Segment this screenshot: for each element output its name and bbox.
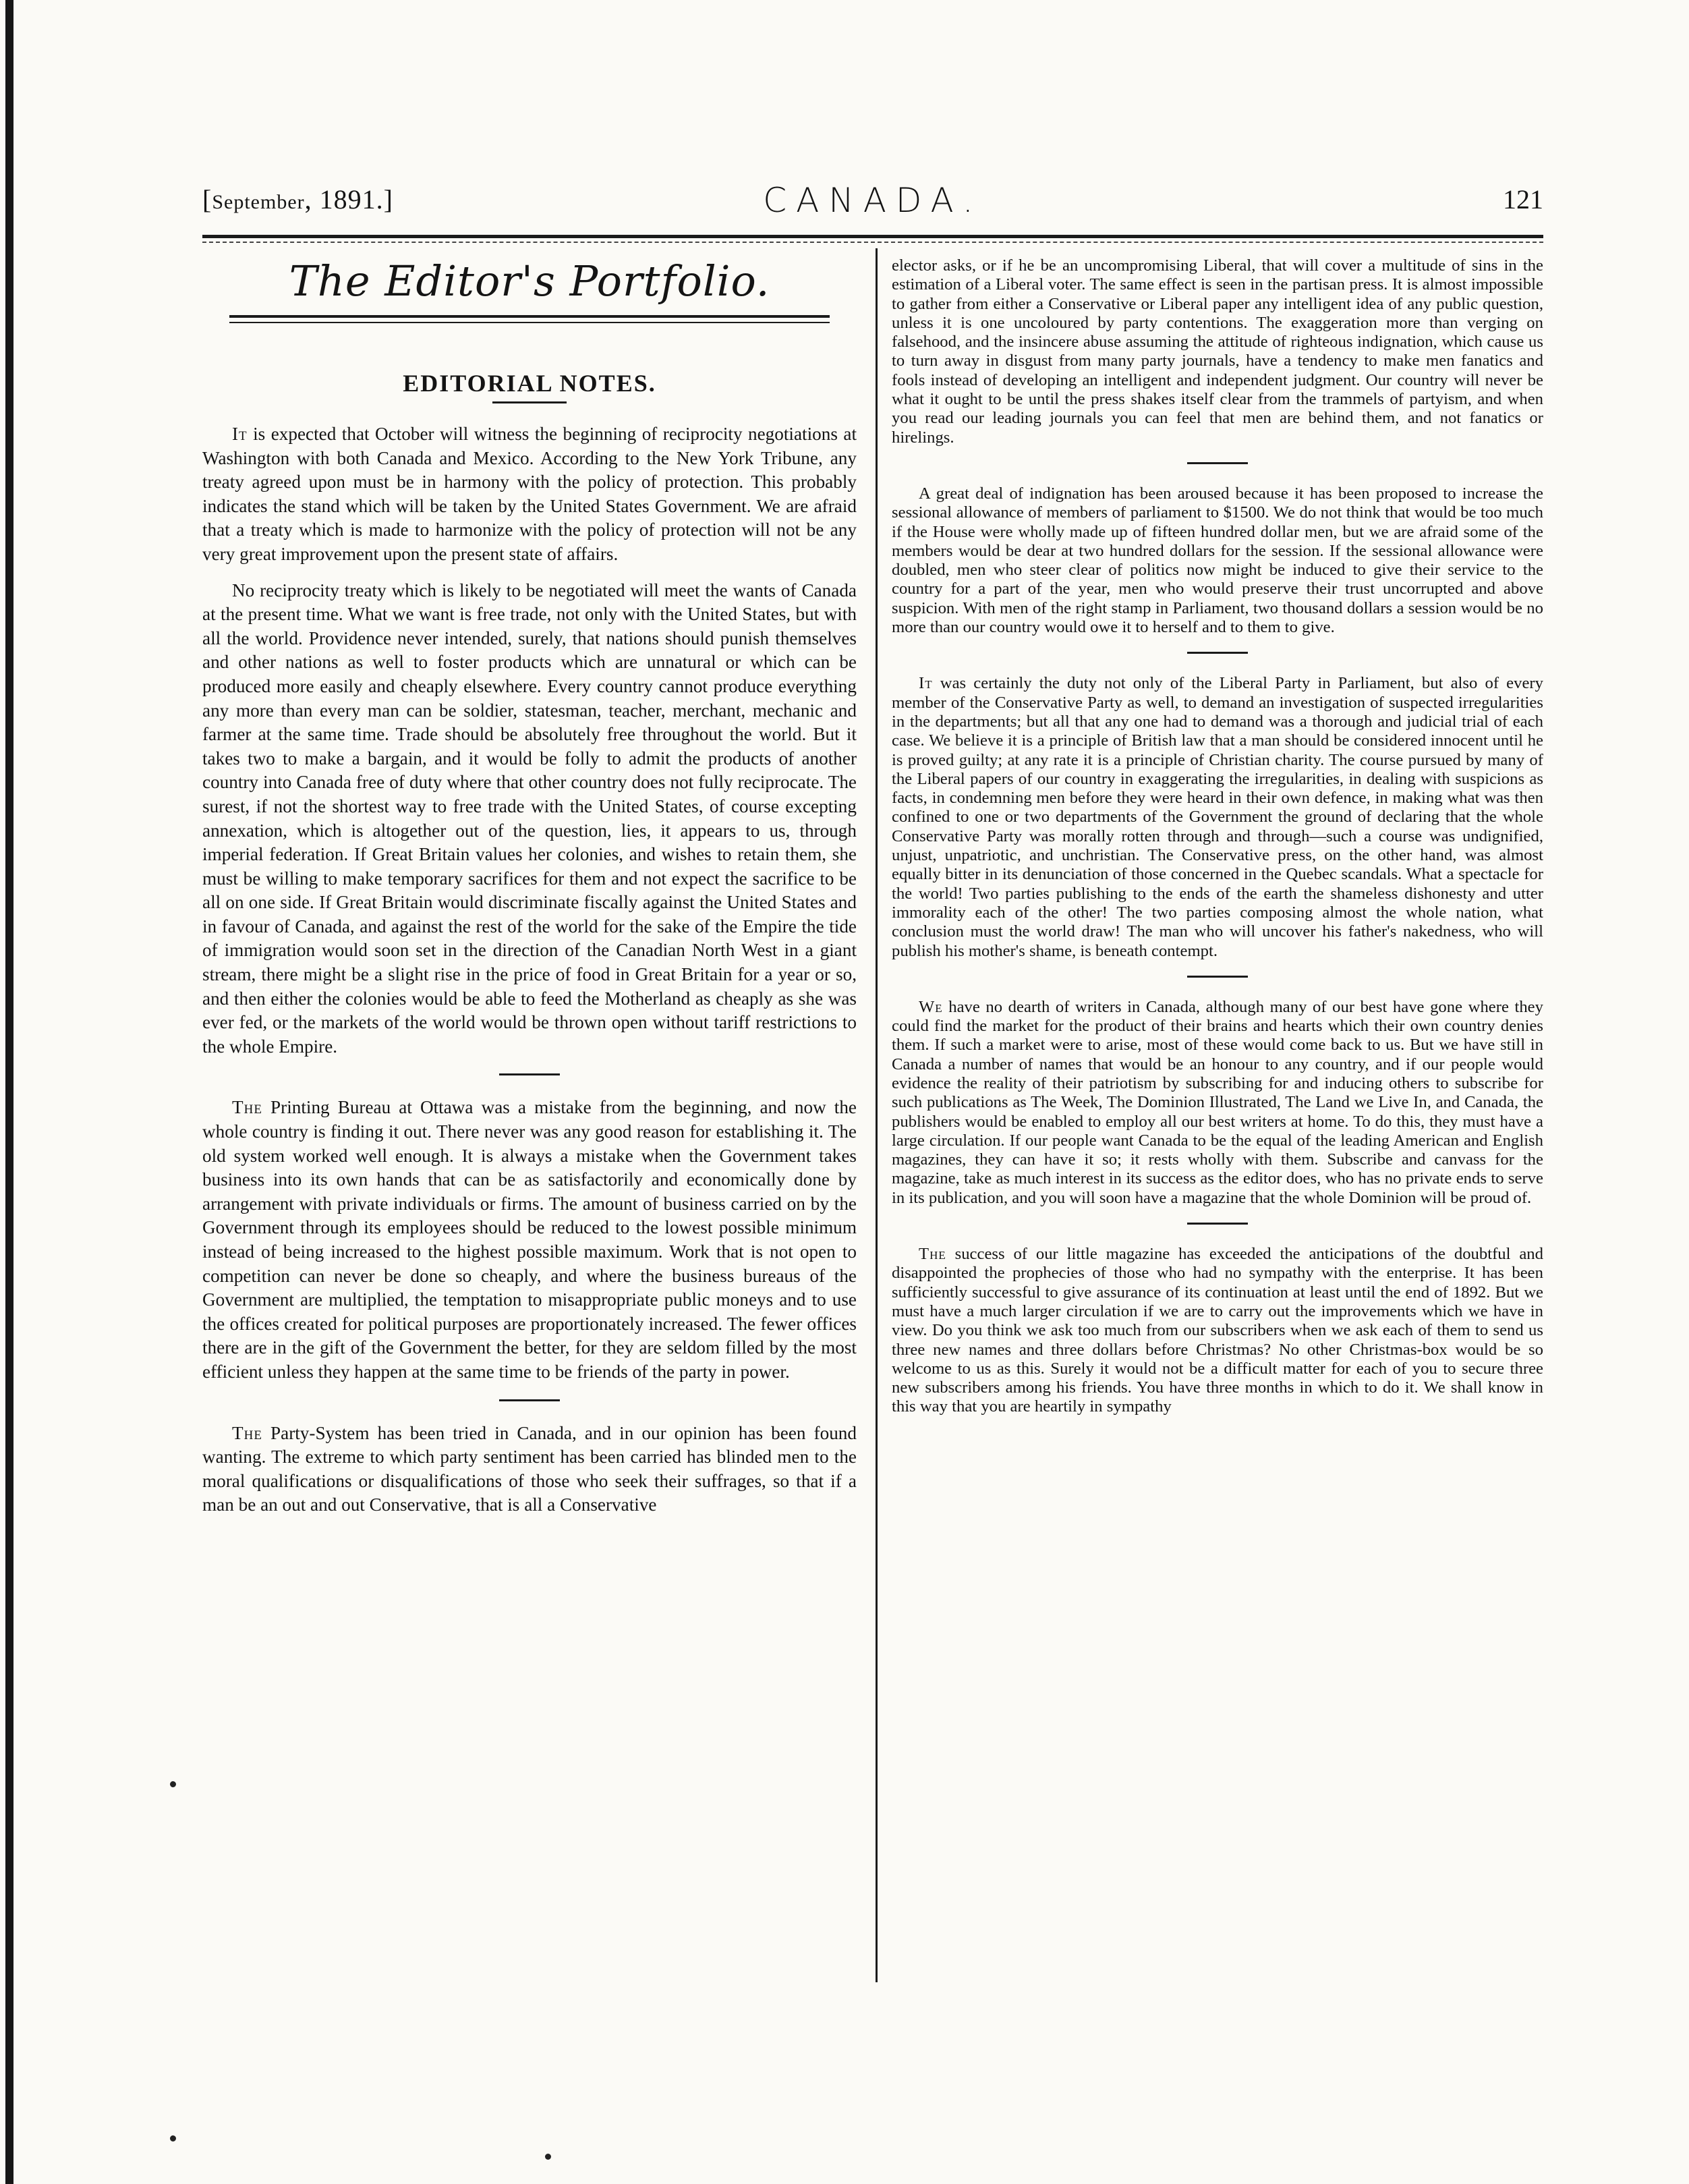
section-heading: EDITORIAL NOTES. <box>403 370 656 397</box>
page-header <box>202 181 1543 224</box>
paragraph: No reciprocity treaty which is likely to be negotiated will meet the wants of Canada at the present time. What we want is free trade, not only with the United States, but with all the world. Providence never intended, surely, that nations should punish themselves and other nations as well to foster products which are unnatural or which can be produced more easily and cheaply elsewhere. Every country cannot produce everything any more than every man can be soldier, statesman, teacher, merchant, mechanic and farmer at the same time. Trade should be absolutely free throughout the world. But it takes two to make a bargain, and it would be folly to admit the products of another country into Canada free of duty where that other country does not fully reciprocate. The surest, if not the shortest way to free trade with the United States, of course excepting annexation, which is altogether out of the question, lies, it appears to us, through imperial federation. If Great Britain values her colonies, and wishes to retain them, she must be willing to make temporary sacrifices for them and not expect the sacrifice to be all on one side. If Great Britain would discriminate fiscally against the United States and in favour of Canada, and against the rest of the world for the sake of the Empire the tide of immigration would soon set in the direction of the Canadian North West in a giant stream, there might be a slight rise in the price of food in Great Britain for a year or so, and then either the colonies would be able to feed the Motherland as cheaply as she was ever fed, or the markets of the world would be thrown open without tariff restrictions to the whole Empire. <box>202 580 857 1057</box>
section-separator <box>499 1399 560 1401</box>
paragraph: We have no dearth of writers in Canada, although many of our best have gone where they could find the market for the product of their brains and hearts which their own country denies them. If such a market were to arise, most of these would come back to us. But we have still in Canada a number of names that would be an honour to any country, and if our people would evidence the reality of their patriotism by subscribing for and inducing others to subscribe for such publications as The Week, The Dominion Illustrated, The Land we Live In, and Canada, the publishers would be enabled to employ all our best writers at home. To do this, they must have a large circulation. If our people want Canada to be the equal of the leading American and English magazines, they can have it so; it rests wholly with them. Subscribe and canvass for the magazine, take as much interest in its success as the editor does, who has no private ends to serve in its publication, and you will soon have a magazine that the whole Dominion will be proud of. <box>892 997 1543 1207</box>
paragraph: It was certainly the duty not only of the Liberal Party in Parliament, but also of every member of the Conservative Party as well, to demand an investigation of suspected irregularities in the departments; but all that any one had to demand was a thorough and judicial trial of each case. We believe it is a principle of British law that a man should be considered innocent until he is proved guilty; at any rate it is a principle of Christian charity. The course pursued by many of the Liberal papers of our country in exaggerating the irregularities, in dealing with suspicions as facts, in condemning men before they were heard in their own defence, in making what was then confined to one or two departments of the Government the ground of declaring that the whole Conservative Party was morally rotten through and through—such a course was undignified, unjust, unpatriotic, and unchristian. The Conservative press, on the other hand, was almost equally bitter in its denunciation of those concerned in the Quebec scandals. What a spectacle for the world! Two parties publishing to the ends of the earth the shameless dishonesty and utter immorality each of the other! The two parties composing almost the whole nation, what conclusion must the world draw! The man who will uncover his father's nakedness, who will publish his mother's shame, is beneath contempt. <box>892 674 1543 960</box>
date-bracket: [ <box>202 184 212 215</box>
section-separator <box>1187 1223 1248 1225</box>
column-divider <box>876 248 878 1982</box>
paragraph: The Party-System has been tried in Canada, and in our opinion has been found wanting. The extreme to which party sentiment has been carried has blinded men to the moral qualifications or disqualifications of those who seek their suffrages, so that if a man be an out and out Conservative, that is all a Conservative <box>202 1422 857 1515</box>
print-speck <box>170 2135 176 2141</box>
paragraph: It is expected that October will witness the beginning of reciprocity negotiations at Washington with both Canada and Mexico. According to the New York Tribune, any treaty agreed upon must be in harmony with the policy of protection. This probably indicates the stand which will be taken by the United States Government. We are afraid that a treaty which is made to harmonize with the policy of protection will not be any very great improvement upon the present state of affairs. <box>202 424 857 564</box>
binding-edge <box>5 0 13 2184</box>
heading-rule <box>492 401 567 403</box>
section-separator <box>1187 976 1248 978</box>
right-column <box>892 256 1543 1429</box>
paragraph: The success of our little magazine has exceeded the anticipations of the doubtful and disappointed the prophecies of those who had no sympathy with the enterprise. It has been sufficiently successful to give assurance of its continuation at least until the end of 1892. But we must have a much larger circulation if we are to carry out the improvements which we have in view. Do you think we ask too much from our subscribers when we ask each of them to send us three new names and three dollars before Christmas? No other Christmas-box would be so welcome to us as this. Surely it would not be a difficult matter for each of you to secure three new subscribers among his friends. You have three months in which to do it. We shall know in this way that you are heartily in sympathy <box>892 1245 1543 1416</box>
date-month: September <box>212 191 305 213</box>
section-separator <box>1187 652 1248 654</box>
paragraph: The Printing Bureau at Ottawa was a mistake from the beginning, and now the whole country is finding it out. There never was any good reason for establishing it. The old system worked well enough. It is always a mistake when the Government takes business into its own hands that can be as satisfactorily and economically done by arrangement with private individuals or firms. The amount of business carried on by the Government through its employees should be reduced to the lowest possible minimum instead of being increased to the highest possible maximum. Work that is not open to competition can never be done so cheaply, and where the business bureaus of the Government are multiplied, the temptation to misappropriate public moneys and to use the offices created for political purposes are proportionately increased. The fewer offices there are in the gift of the Government the better, for they are seldom filled by the most efficient unless they happen at the same time to be friends of the party in power. <box>202 1097 857 1382</box>
left-column <box>202 256 857 1530</box>
section-separator <box>499 1073 560 1075</box>
page-number: 121 <box>1503 184 1543 215</box>
header-rule <box>202 235 1543 238</box>
title-double-rule <box>229 315 830 323</box>
magazine-title: CANADA. <box>763 181 983 220</box>
section-separator <box>1187 462 1248 464</box>
header-rule-dashed <box>202 242 1543 243</box>
paragraph: A great deal of indignation has been aroused because it has been proposed to increase the sessional allowance of members of parliament to $1500. We do not think that would be too much if the House were wholly made up of fifteen hundred dollar men, but we are afraid some of the members would be dear at two hundred dollars for the session. If the sessional allowance were doubled, men who steer clear of politics now might be induced to give their service to the country for a part of the year, men who would preserve their trust uncorrupted and above suspicion. With men of the right stamp in Parliament, two thousand dollars a session would be no more than our country would owe it to herself and to them to give. <box>892 484 1543 637</box>
print-speck <box>170 1781 176 1787</box>
portfolio-title: The Editor's Portfolio. <box>289 256 770 306</box>
date-year: , 1891.] <box>304 184 393 215</box>
paragraph: elector asks, or if he be an uncompromising Liberal, that will cover a multitude of sins in the estimation of a Liberal voter. The same effect is seen in the partisan press. It is almost impossible to gather from either a Conservative or Liberal paper any intelligent idea of any public question, unless it is one uncoloured by party contentions. The exaggeration more than verging on falsehood, and the insincere abuse assuming the attitude of righteous indignation, which cause us to turn away in disgust from many party journals, have a tendency to make men fanatics and fools instead of developing an intelligent and independent judgment. Our country will never be what it ought to be until the press shakes itself clear from the trammels of partyism, and when you read our leading journals you can feel that men are behind them, and not fanatics or hirelings. <box>892 256 1543 447</box>
print-speck <box>545 2154 551 2160</box>
